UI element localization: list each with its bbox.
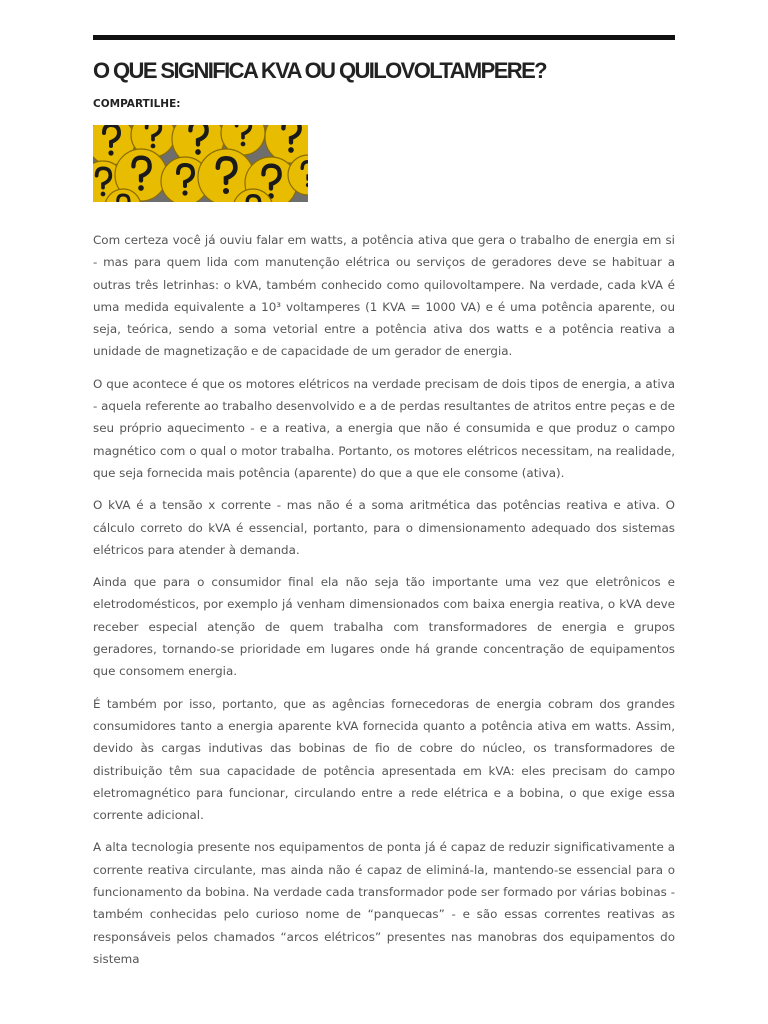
paragraph: Com certeza você já ouviu falar em watts, a potência ativa que gera o trabalho de energia em si - mas para quem lida com manutenção elétrica ou serviços de geradores deve se habituar a outras três letrinhas: o kVA, também conhecido como quilovoltampere. Na verdade, cada kVA é uma medida equivalente a 10³ voltamperes (1 KVA = 1000 VA) e é uma potência aparente, ou seja, teórica, sendo a soma vetorial entre a potência ativa dos watts e a potência reativa a unidade de magnetização e de capacidade de um gerador de energia. bbox=[93, 233, 675, 359]
share-label[interactable]: COMPARTILHE: bbox=[93, 98, 181, 110]
paragraph: O kVA é a tensão x corrente - mas não é a soma aritmética das potências reativa e ativa. O cálculo correto do kVA é essencial, portanto, para o dimensionamento adequado dos sistemas elétricos para atender à demanda. bbox=[93, 498, 675, 557]
question-mark-signs-icon bbox=[93, 125, 308, 202]
paragraph: É também por isso, portanto, que as agências fornecedoras de energia cobram dos grandes consumidores tanto a energia aparente kVA fornecida quanto a potência ativa em watts. Assim, devido às cargas indutivas das bobinas de fio de cobre do núcleo, os transformadores de distribuição têm sua capacidade de potência apresentada em kVA: eles precisam do campo eletromagnético para funcionar, circulando entre a rede elétrica e a bobina, o que exige essa corrente adicional. bbox=[93, 696, 675, 823]
article-title: O QUE SIGNIFICA KVA OU QUILOVOLTAMPERE? bbox=[93, 58, 546, 83]
paragraph: O que acontece é que os motores elétricos na verdade precisam de dois tipos de energia, a ativa - aquela referente ao trabalho desenvolvido e a de perdas resultantes de atritos entre peças e de seu próprio aquecimento - e a reativa, a energia que não é consumida e que produz o campo magnético com o qual o motor trabalha. Portanto, os motores elétricos necessitam, na realidade, que seja fornecida mais potência (aparente) do que a que ele consome (ativa). bbox=[93, 376, 675, 480]
paragraph: A alta tecnologia presente nos equipamentos de ponta já é capaz de reduzir significativamente a corrente reativa circulante, mas ainda não é capaz de eliminá-la, mantendo-se essencial para o funcionamento da bobina. Na verdade cada transformador pode ser formado por várias bobinas - também conhecidas pelo curioso nome de “panquecas” - e são essas correntes reativas as responsáveis pelos chamados “arcos elétricos” presentes nas manobras dos equipamentos do sistema bbox=[93, 840, 675, 966]
header-rule bbox=[93, 35, 675, 40]
question-mark-signs-image bbox=[93, 125, 308, 202]
article-body bbox=[93, 229, 675, 980]
paragraph: Ainda que para o consumidor final ela não seja tão importante uma vez que eletrônicos e eletrodomésticos, por exemplo já venham dimensionados com baixa energia reativa, o kVA deve receber especial atenção de quem trabalha com transformadores de energia e grupos geradores, tornando-se prioridade em lugares onde há grande concentração de equipamentos que consomem energia. bbox=[93, 575, 675, 679]
